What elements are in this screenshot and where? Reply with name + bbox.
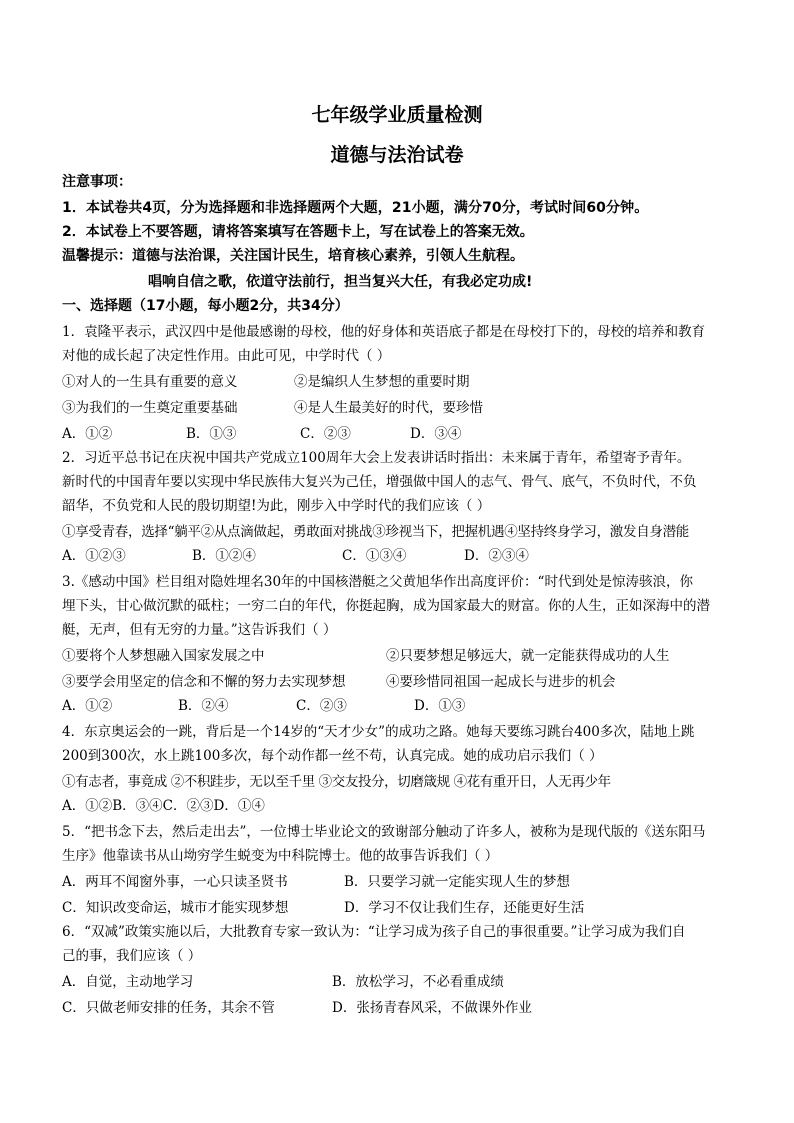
statement-item: ①享受青春，选择“躺平②从点滴做起，勇敢面对挑战③珍视当下，把握机遇④坚持终身学习，激发自身潜能 bbox=[62, 524, 690, 540]
answer-option: A．两耳不闻窗外事，一心只读圣贤书 bbox=[62, 874, 288, 890]
question-stem: 6．“双减”政策实施以后，大批教育专家一致认为：“让学习成为孩子自己的事很重要。”让学习成为我们自 bbox=[62, 924, 686, 940]
question-stem: 4．东京奥运会的一跳，背后是一个14岁的“天才少女”的成功之路。她每天要练习跳台400多次，陆地上跳 bbox=[62, 724, 695, 740]
statement-item: ④要珍惜同祖国一起成长与进步的机会 bbox=[386, 674, 616, 690]
question-stem: 己的事，我们应该（ ） bbox=[62, 948, 202, 964]
question-stem: 埋下头，甘心做沉默的砥柱；一穷二白的年代，你挺起胸，成为国家最大的财富。你的人生，正如深海中的潜 bbox=[62, 598, 710, 614]
answer-options: A．①②B．③④C．②③D．①④ bbox=[62, 798, 265, 814]
exam-subtitle: 道德与法治试卷 bbox=[330, 144, 464, 166]
answer-option: D．③④ bbox=[410, 426, 462, 442]
answer-option: B．①③ bbox=[186, 426, 237, 442]
warm-tip: 温馨提示：道德与法治课，关注国计民生，培育核心素养，引领人生航程。 bbox=[62, 248, 524, 264]
statement-item: ④是人生最美好的时代，要珍惜 bbox=[294, 400, 483, 416]
statement-item: ②只要梦想足够远大，就一定能获得成功的人生 bbox=[386, 648, 670, 664]
question-stem: 新时代的中国青年要以实现中华民族伟大复兴为己任，增强做中国人的志气、骨气、底气，不负时代，不负 bbox=[62, 474, 697, 490]
answer-option: C．②③ bbox=[296, 698, 347, 714]
note-item: 2．本试卷上不要答题，请将答案填写在答题卡上，写在试卷上的答案无效。 bbox=[62, 224, 534, 240]
answer-option: D．①③ bbox=[414, 698, 466, 714]
motto: 唱响自信之歌，依道守法前行，担当复兴大任，有我必定功成! bbox=[148, 274, 533, 290]
answer-option: A．①② bbox=[62, 698, 113, 714]
answer-option: D．张扬青春风采，不做课外作业 bbox=[332, 1000, 532, 1016]
question-stem: 韶华，不负党和人民的殷切期望!为此，刚步入中学时代的我们应该（ ） bbox=[62, 498, 491, 514]
answer-option: C．只做老师安排的任务，其余不管 bbox=[62, 1000, 275, 1016]
question-stem: 对他的成长起了决定性作用。由此可见，中学时代（ ） bbox=[62, 348, 391, 364]
question-stem: 3.《感动中国》栏目组对隐姓埋名30年的中国核潜艇之父黄旭华作出高度评价：“时代到处是惊涛骇浪，你 bbox=[62, 574, 693, 590]
answer-option: A．①② bbox=[62, 426, 113, 442]
question-stem: 生序》他靠读书从山坳穷学生蜕变为中科院博士。他的故事告诉我们（ ） bbox=[62, 848, 499, 864]
answer-option: A．自觉，主动地学习 bbox=[62, 974, 194, 990]
answer-option: B．②④ bbox=[178, 698, 229, 714]
statement-item: ③要学会用坚定的信念和不懈的努力去实现梦想 bbox=[62, 674, 346, 690]
note-item: 1．本试卷共4页，分为选择题和非选择题两个大题，21小题，满分70分，考试时间60分钟。 bbox=[62, 200, 649, 216]
question-stem: 1．袁隆平表示，武汉四中是他最感谢的母校，他的好身体和英语底子都是在母校打下的，母校的培养和教育 bbox=[62, 324, 706, 340]
section-heading: 一、选择题（17小题，每小题2分，共34分） bbox=[62, 298, 349, 314]
answer-option: D．②③④ bbox=[464, 548, 529, 564]
statement-item: ①有志者，事竟成 ②不积跬步，无以至千里 ③交友投分，切磨箴规 ④花有重开日，人无再少年 bbox=[62, 774, 611, 790]
answer-option: D．学习不仅让我们生存，还能更好生活 bbox=[344, 900, 585, 916]
statement-item: ①对人的一生具有重要的意义 bbox=[62, 374, 238, 390]
question-stem: 5．“把书念下去，然后走出去”，一位博士毕业论文的致谢部分触动了许多人，被称为是现代版的《送东阳马 bbox=[62, 824, 706, 840]
notes-heading: 注意事项： bbox=[62, 174, 132, 190]
exam-title: 七年级学业质量检测 bbox=[311, 104, 483, 126]
answer-option: C．②③ bbox=[300, 426, 351, 442]
answer-option: B．①②④ bbox=[192, 548, 256, 564]
answer-option: A．①②③ bbox=[62, 548, 126, 564]
answer-option: C．①③④ bbox=[342, 548, 407, 564]
question-stem: 艇，无声，但有无穷的力量。”这告诉我们（ ） bbox=[62, 622, 337, 638]
statement-item: ①要将个人梦想融入国家发展之中 bbox=[62, 648, 265, 664]
question-stem: 2．习近平总书记在庆祝中国共产党成立100周年大会上发表讲话时指出：未来属于青年，希望寄予青年。 bbox=[62, 450, 691, 466]
statement-item: ③为我们的一生奠定重要基础 bbox=[62, 400, 238, 416]
statement-item: ②是编织人生梦想的重要时期 bbox=[294, 374, 470, 390]
question-stem: 200到300次，水上跳100多次，每个动作都一丝不苟，认真完成。她的成功启示我们（ ） bbox=[62, 748, 603, 764]
answer-option: C．知识改变命运，城市才能实现梦想 bbox=[62, 900, 289, 916]
answer-option: B．放松学习，不必看重成绩 bbox=[332, 974, 504, 990]
answer-option: B．只要学习就一定能实现人生的梦想 bbox=[344, 874, 570, 890]
